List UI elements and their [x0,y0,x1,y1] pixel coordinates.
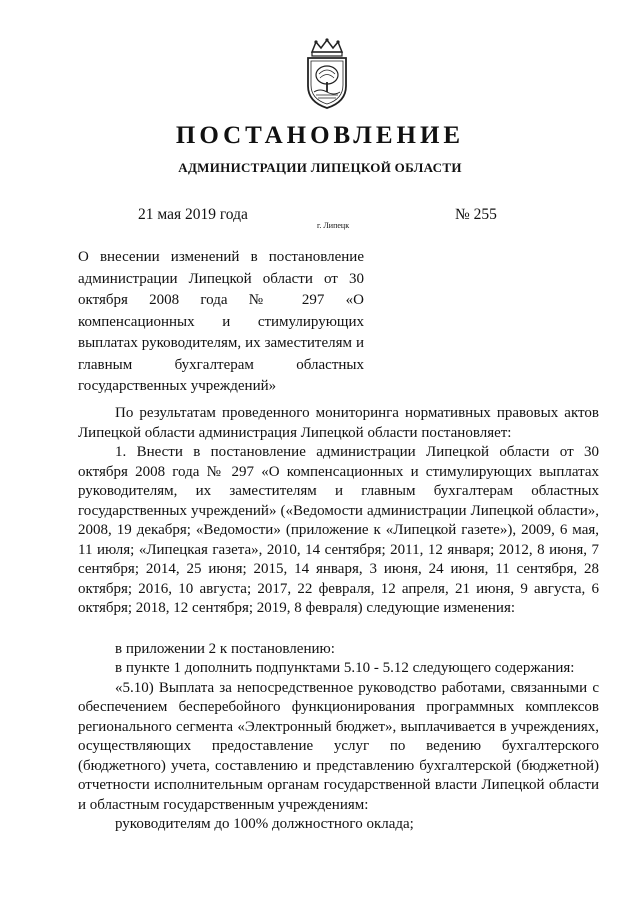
document-city: г. Липецк [317,221,350,230]
item-1-paragraph: 1. Внести в постановление администрации Липецкой области от 30 октября 2008 года № 297 «О компенсационных и стимулирующих выплатах руководителям, их заместителям и главным бухгалтерам областных государственных учреждений» («Ведомости администрации Липецкой области», 2008, 19 декабря; «Ведомости» (приложение к «Липецкой газете»), 2009, 6 мая, 11 июля; «Липецкая газета», 2010, 14 сентября; 2011, 12 января; 2012, 8 июня, 7 сентября; 2014, 25 июня; 2015, 14 января, 3 июня, 24 июня, 11 сентября, 28 октября; 2016, 10 августа; 2017, 22 февраля, 12 апреля, 21 июня, 9 августа, 6 октября; 2018, 12 сентября; 2019, 8 февраля) следующие изменения: [78,444,599,616]
issuing-authority: АДМИНИСТРАЦИИ ЛИПЕЦКОЙ ОБЛАСТИ [178,160,462,175]
appendix-paragraph: в приложении 2 к постановлению: [115,640,335,657]
point-paragraph: в пункте 1 дополнить подпунктами 5.10 - 5.12 следующего содержания: [115,660,575,676]
preamble-paragraph: По результатам проведенного мониторинга нормативных правовых актов Липецкой области администрация Липецкой области постановляет: [78,405,599,441]
document-number: № 255 [455,206,497,223]
managers-paragraph: руководителям до 100% должностного оклада; [115,816,414,832]
coat-of-arms-icon [298,38,356,110]
document-date: 21 мая 2019 года [138,206,248,223]
document-title: ПОСТАНОВЛЕНИЕ [175,122,465,149]
clause-paragraph: «5.10) Выплата за непосредственное руководство работами, связанными с обеспечением бесперебойного функционирования программных комплексов регионального сегмента «Электронный бюджет», выплачивается в учреждениях, осуществляющих предоставление услуг по ведению бухгалтерского (бюджетного) учета, составлению и представлению бухгалтерской (бюджетной) отчетности исполнительным органам государственной власти Липецкой области и областным государственным учреждениям: [78,679,599,813]
document-body [78,404,599,835]
document-subject: О внесении изменений в постановление администрации Липецкой области от 30 октября 2008 года № 297 «О компенсационных и стимулирующих выплатах руководителям, их заместителям и главным бухгалтерам областных государственных учреждений» [78,249,364,394]
